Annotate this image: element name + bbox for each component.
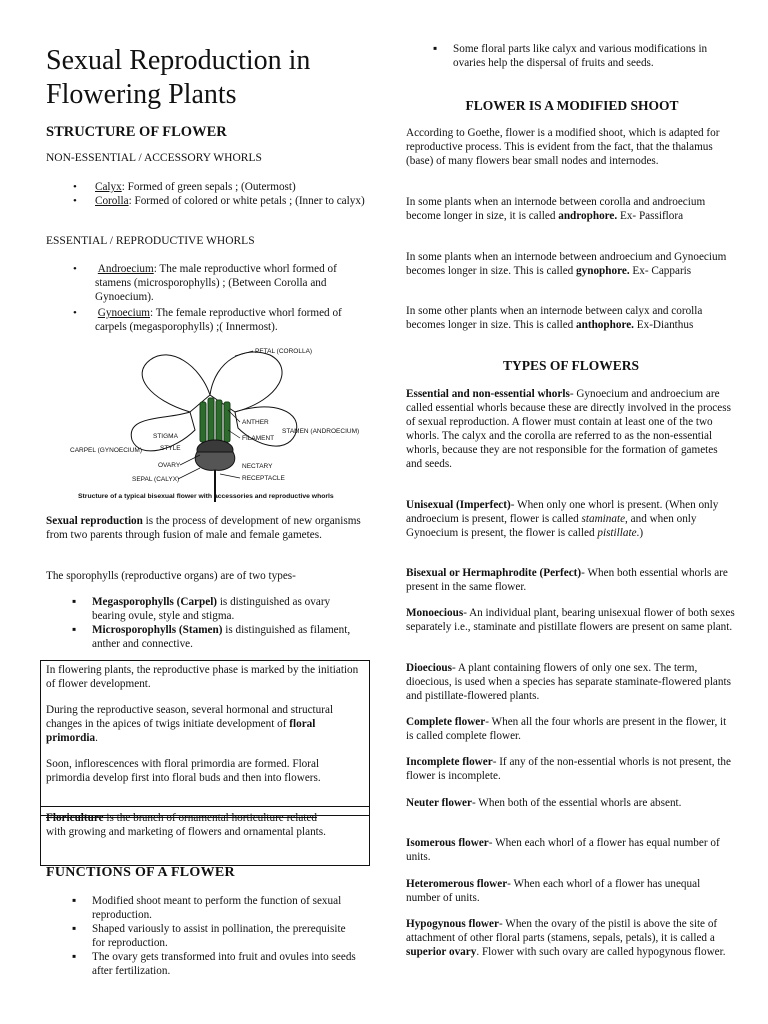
sexual-reproduction-paragraph <box>46 514 368 542</box>
heteromerous-paragraph <box>406 877 736 905</box>
nonessential-heading: NON-ESSENTIAL / ACCESSORY WHORLS <box>46 152 262 164</box>
essential-heading: ESSENTIAL / REPRODUCTIVE WHORLS <box>46 235 255 247</box>
label-receptacle: RECEPTACLE <box>242 475 285 482</box>
complete-text: - When all the four whorls are present in the flower, it is called complete flower. <box>406 716 727 742</box>
hypogynous-paragraph <box>406 917 736 959</box>
gynophore-text: In some plants when an internode between androecium and Gynoecium becomes longer in size. This is called <box>406 251 727 277</box>
incomplete-text: - If any of the non-essential whorls is not present, the flower is incomplete. <box>406 756 731 782</box>
androphore-term: androphore. <box>558 210 618 222</box>
box-paragraph-1: In flowering plants, the reproductive phase is marked by the initiation of flower development. <box>46 664 359 690</box>
bisexual-term: Bisexual or Hermaphrodite (Perfect) <box>406 567 582 579</box>
list-item-gynoecium <box>95 306 367 334</box>
essential-text: - Gynoecium and androecium are called essential whorls because these are directly involved in the process of sexual reproduction. A flower must contain at least one of the two whorls. The calyx and the corolla are referred to as the non-essential whorls, because they are not responsible for the formation of gametes and seeds. <box>406 388 731 470</box>
androecium-term: Androecium <box>97 263 154 275</box>
list-item-androecium <box>95 262 367 304</box>
label-stigma: STIGMA <box>153 433 178 440</box>
androecium-text: : The male reproductive whorl formed of stamens (microsporophylls) ; (Between Corolla and Gynoecium). <box>95 263 337 303</box>
bisexual-text: - When both essential whorls are present in the same flower. <box>406 567 728 593</box>
hypogynous-text-a: - When the ovary of the pistil is above the site of attachment of other floral parts (stamens, sepals, petals), it is called a <box>406 918 718 944</box>
anthophore-text: In some other plants when an internode between calyx and corolla becomes longer in size. This is called <box>406 305 703 331</box>
unisexual-paragraph <box>406 498 736 540</box>
essential-term: Essential and non-essential whorls <box>406 388 570 400</box>
dioecious-term: Dioecious <box>406 662 452 674</box>
list-item-calyx <box>95 180 367 194</box>
list-item-mega <box>92 595 358 623</box>
page-title <box>46 44 310 112</box>
floral-primordia-term: floral primordia <box>46 718 316 744</box>
dioecious-text: - A plant containing flowers of only one sex. The term, dioecious, is used when a species has separate staminate-flowered plants and pistillate-flowered plants. <box>406 662 731 702</box>
label-filament: FILAMENT <box>242 435 275 442</box>
list-item-micro <box>92 623 358 651</box>
unisexual-term: Unisexual (Imperfect) <box>406 499 511 511</box>
calyx-text: : Formed of green sepals ; (Outermost) <box>121 181 296 193</box>
micro-term: Microsporophylls (Stamen) <box>92 624 223 636</box>
gynophore-paragraph <box>406 250 736 278</box>
anthophore-paragraph <box>406 304 736 332</box>
structure-heading: STRUCTURE OF FLOWER <box>46 124 227 140</box>
label-style: STYLE <box>160 445 181 452</box>
incomplete-paragraph <box>406 755 736 783</box>
monoecious-paragraph <box>406 606 736 634</box>
flower-diagram <box>70 340 368 505</box>
box-paragraph-2 <box>46 703 364 745</box>
floriculture-text-2: with growing and marketing of flowers and ornamental plants. <box>46 826 326 838</box>
modified-paragraph-1: According to Goethe, flower is a modified shoot, which is adapted for reproductive process. This is evident from the fact, that the thalamus (base) of many flowers bear small nodes and internodes. <box>406 127 720 167</box>
functions-list-continued <box>453 42 738 70</box>
complete-term: Complete flower <box>406 716 486 728</box>
function-item-1: ▪ Modified shoot meant to perform the function of sexual reproduction. <box>92 894 358 922</box>
monoecious-term: Monoecious <box>406 607 464 619</box>
anthophore-example: Ex-Dianthus <box>633 319 694 331</box>
corolla-text: : Formed of colored or white petals ; (Inner to calyx) <box>128 195 365 207</box>
neuter-text: - When both of the essential whorls are absent. <box>471 797 682 809</box>
unisexual-text-c: , and when only Gynoecium is present, the flower is called <box>406 513 697 539</box>
incomplete-term: Incomplete flower <box>406 756 493 768</box>
sexual-term: Sexual reproduction <box>46 515 143 527</box>
neuter-term: Neuter flower <box>406 797 472 809</box>
function-item-2: ▪ Shaped variously to assist in pollination, the prerequisite for reproduction. <box>92 922 358 950</box>
box-paragraph-3: Soon, inflorescences with floral primordia are formed. Floral primordia develop first into floral buds and then into flowers. <box>46 758 321 784</box>
unisexual-text-e: .) <box>636 527 644 539</box>
function-item-3: ▪ The ovary gets transformed into fruit and ovules into seeds after fertilization. <box>92 950 358 978</box>
corolla-term: Corolla <box>95 195 129 207</box>
label-sepal: SEPAL (CALYX) <box>132 476 180 483</box>
box-p2-end: . <box>95 732 98 744</box>
androphore-paragraph <box>406 195 736 223</box>
hypogynous-term: Hypogynous flower <box>406 918 499 930</box>
essential-whorls-paragraph <box>406 387 736 471</box>
hypogynous-text-c: . Flower with such ovary are called hypogynous flower. <box>476 946 726 958</box>
gynoecium-text: : The female reproductive whorl formed of carpels (megasporophylls) ;( Innermost). <box>95 307 342 333</box>
bisexual-paragraph <box>406 566 736 594</box>
box-p2-text: During the reproductive season, several hormonal and structural changes in the apices of twigs initiate development of <box>46 704 334 730</box>
anthophore-term: anthophore. <box>576 319 634 331</box>
nonessential-list <box>95 180 367 208</box>
gynoecium-term: Gynoecium <box>97 307 150 319</box>
neuter-paragraph <box>406 796 736 810</box>
gynophore-example: Ex- Capparis <box>629 265 692 277</box>
function-item-4: ▪ Some floral parts like calyx and various modifications in ovaries help the dispersal of fruits and seeds. <box>453 42 738 70</box>
staminate-term: staminate <box>581 513 626 525</box>
title-line-2: Flowering Plants <box>46 79 237 110</box>
sporophyll-list <box>92 595 358 651</box>
box-paragraph-4 <box>46 811 364 839</box>
sexual-text: is the process of development of new organisms from two parents through fusion of male and female gametes. <box>46 515 361 541</box>
functions-list <box>92 894 358 978</box>
isomerous-term: Isomerous flower <box>406 837 489 849</box>
modified-shoot-heading: FLOWER IS A MODIFIED SHOOT <box>465 98 679 113</box>
gynophore-term: gynophore. <box>576 265 630 277</box>
isomerous-paragraph <box>406 836 736 864</box>
floriculture-term: Floriculture <box>46 812 104 824</box>
calyx-term: Calyx <box>95 181 122 193</box>
list-item-corolla <box>95 194 367 208</box>
title-line-1: Sexual Reproduction in <box>46 45 311 76</box>
isomerous-text: - When each whorl of a flower has equal number of units. <box>406 837 720 863</box>
label-stamen: STAMEN (ANDROECIUM) <box>282 428 360 435</box>
heteromerous-term: Heteromerous flower <box>406 878 508 890</box>
types-heading: TYPES OF FLOWERS <box>502 358 640 373</box>
functions-heading: FUNCTIONS OF A FLOWER <box>46 865 235 880</box>
heteromerous-text: - When each whorl of a flower has unequal number of units. <box>406 878 701 904</box>
label-petal: PETAL (COROLLA) <box>255 348 313 355</box>
superior-ovary-term: superior ovary <box>406 946 477 958</box>
dioecious-paragraph <box>406 661 736 703</box>
androphore-example: Ex- Passiflora <box>617 210 684 222</box>
label-carpel: CARPEL (GYNOECIUM) <box>70 447 142 454</box>
label-anther: ANTHER <box>242 419 269 426</box>
label-ovary: OVARY <box>158 462 181 469</box>
figure-caption: Structure of a typical bisexual flower with accessories and reproductive whorls <box>78 493 334 500</box>
label-nectary: NECTARY <box>242 463 273 470</box>
complete-paragraph <box>406 715 736 743</box>
micro-text: is distinguished as filament, anther and connective. <box>92 624 351 650</box>
sporophylls-paragraph: The sporophylls (reproductive organs) are of two types- <box>46 570 296 582</box>
pistillate-term: pistillate <box>597 527 637 539</box>
monoecious-text: - An individual plant, bearing unisexual flower of both sexes separately i.e., staminate and pistillate flowers are present on same plant. <box>406 607 735 633</box>
floriculture-text: is the branch of ornamental horticulture related <box>103 812 318 824</box>
unisexual-text-a: - When only one whorl is present. (When only androecium is present, flower is called <box>406 499 719 525</box>
essential-list <box>95 262 367 334</box>
mega-term: Megasporophylls (Carpel) <box>92 596 218 608</box>
mega-text: is distinguished as ovary bearing ovule, style and stigma. <box>92 596 331 622</box>
androphore-text: In some plants when an internode between corolla and androecium become longer in size, it is called <box>406 196 706 222</box>
